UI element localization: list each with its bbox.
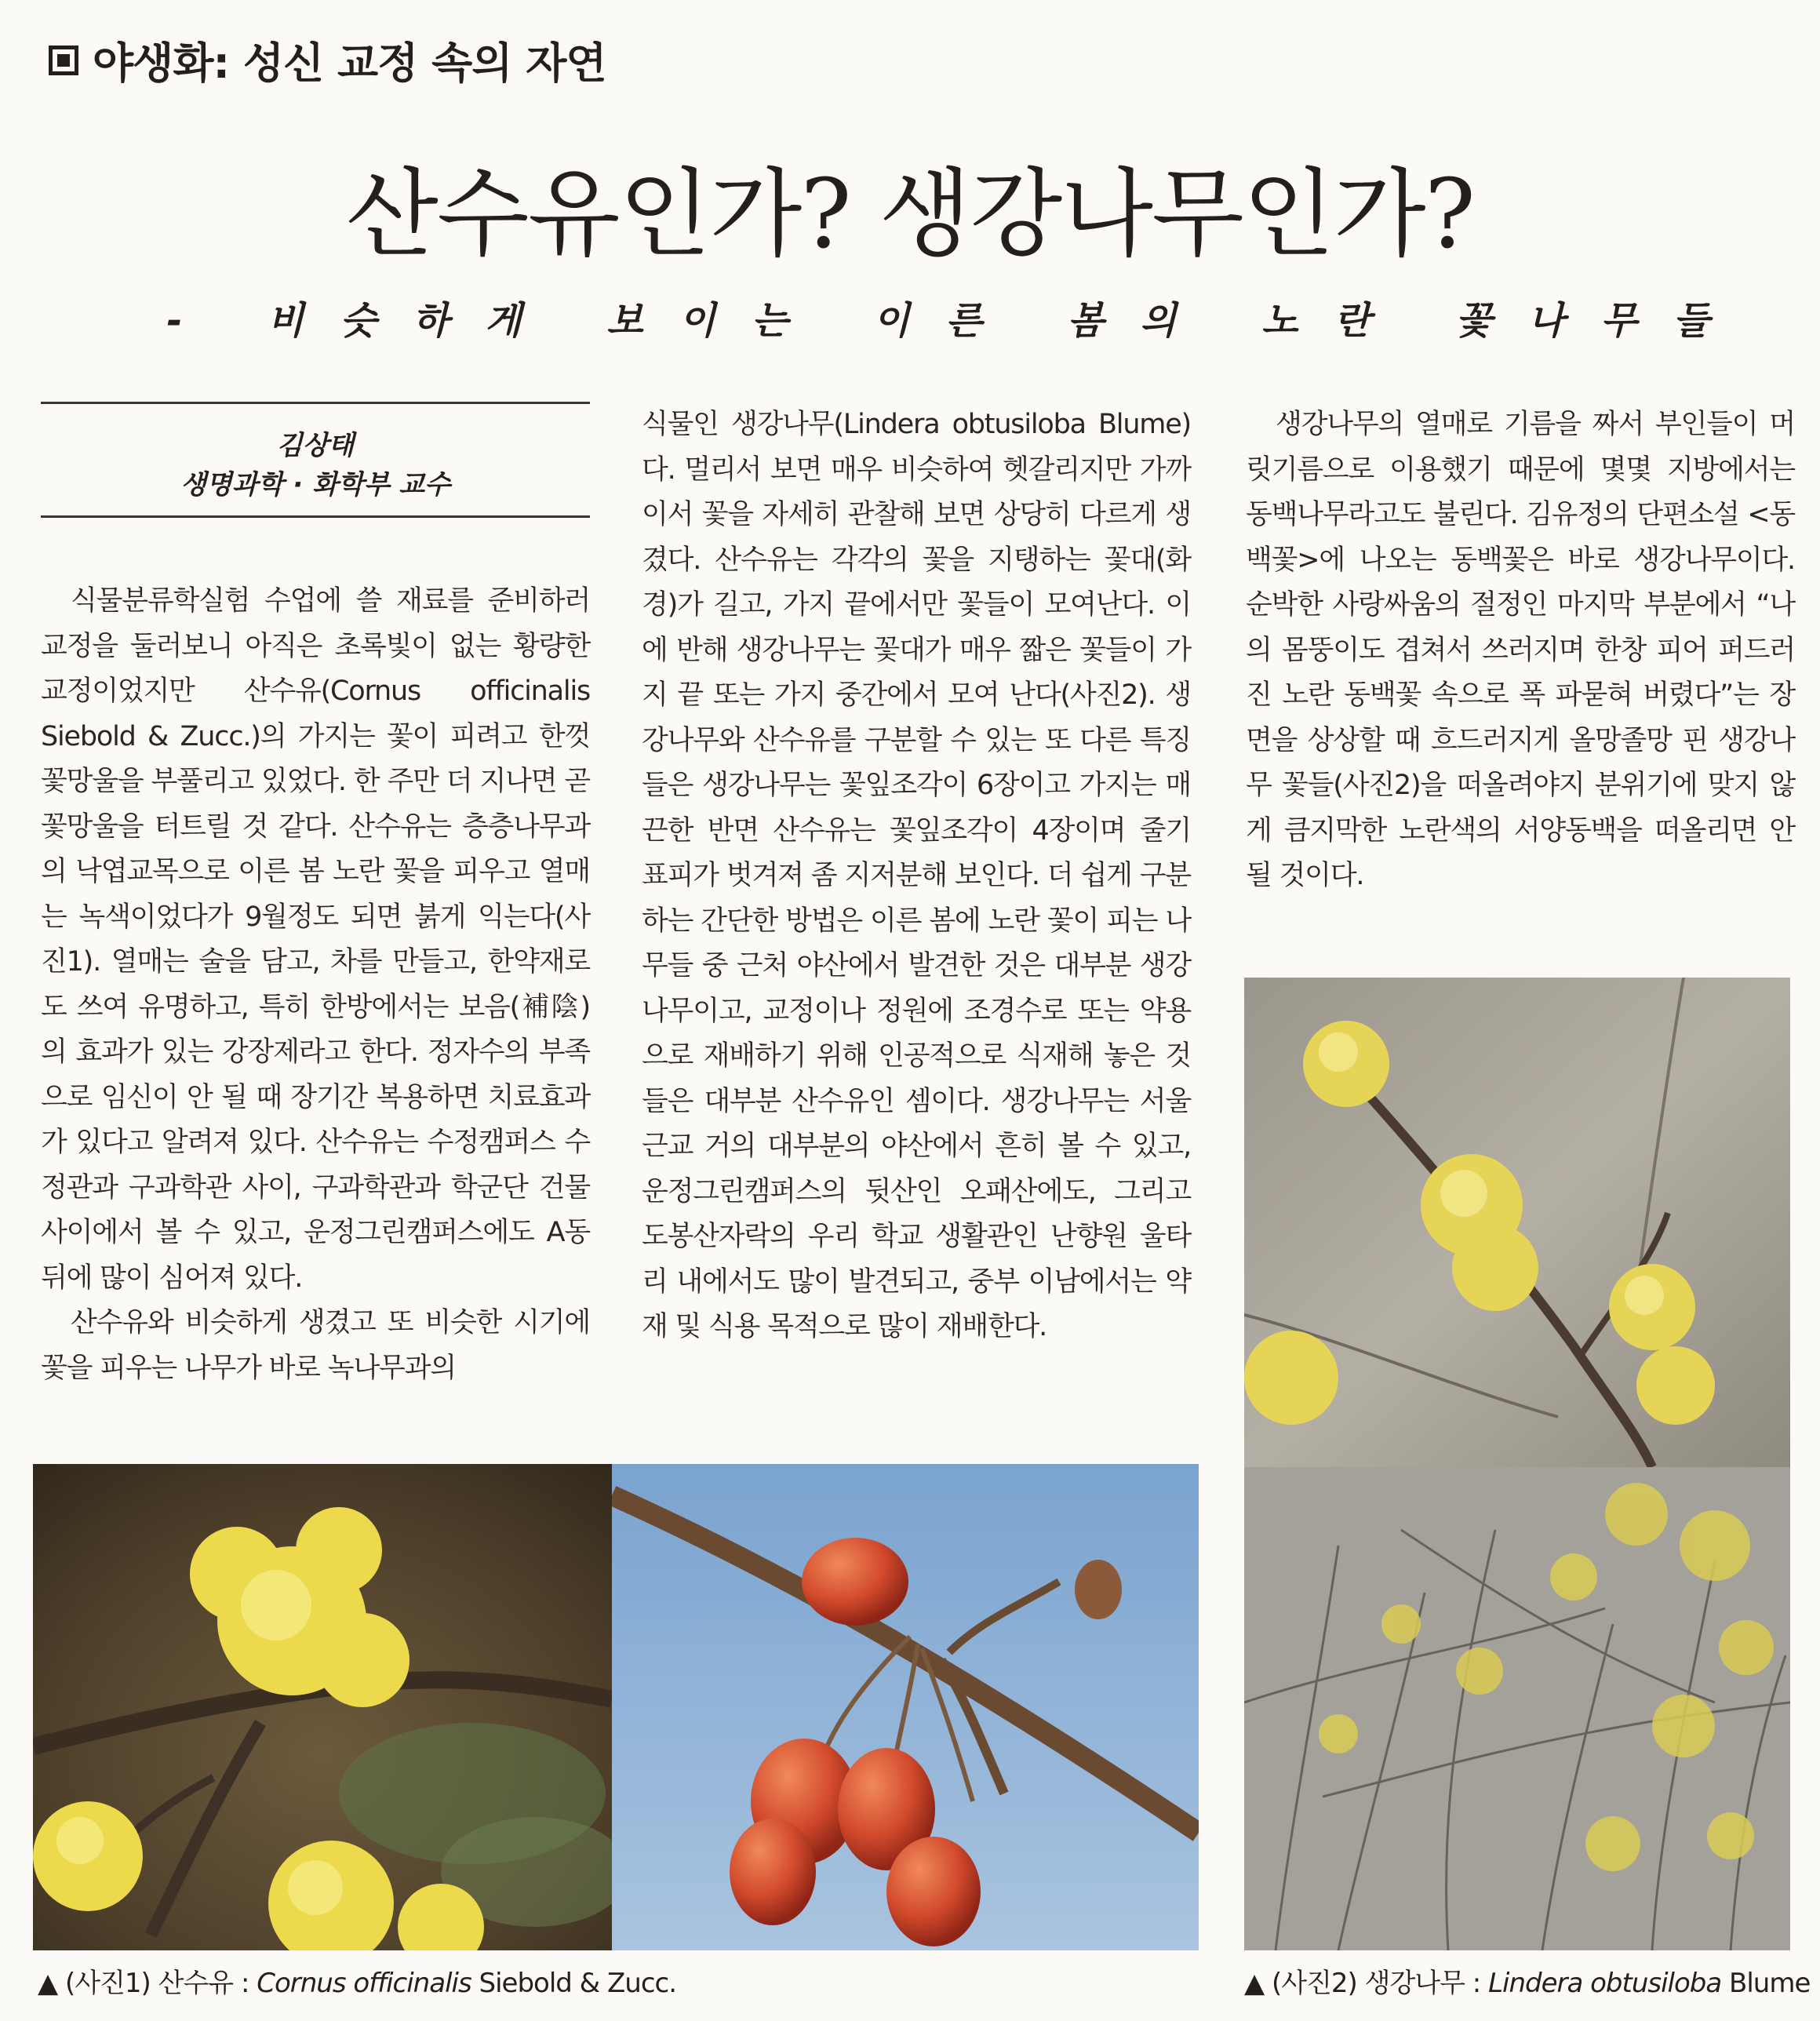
page-subtitle: - 비슷하게 보이는 이른 봄의 노란 꽃나무들 <box>166 299 1745 343</box>
author-top-rule <box>41 402 590 404</box>
page-title: 산수유인가? 생강나무인가? <box>346 158 1474 270</box>
photo-lindera-flowers <box>1244 978 1790 1467</box>
caption-authority: Blume <box>1721 1968 1811 1999</box>
article-column-1 <box>41 579 590 1391</box>
article-column-3 <box>1246 402 1795 899</box>
paragraph: 식물분류학실험 수업에 쓸 재료를 준비하러 교정을 둘러보니 아직은 초록빛이 없는 황량한 교정이었지만 산수유(Cornus officinalis Siebold & Zucc.)의 가지는 꽃이 피려고 한껏 꽃망울을 부풀리고 있었다. 한 주만 더 지나면 곧 꽃망울을 터트릴 것 같다. 산수유는 층층나무과의 낙엽교목으로 이른 봄 노란 꽃을 피우고 열매는 녹색이었다가 9월정도 되면 붉게 익는다(사진1). 열매는 술을 담고, 차를 만들고, 한약재로도 쓰여 유명하고, 특히 한방에서는 보음(補陰)의 효과가 있는 강장제라고 한다. 정자수의 부족으로 임신이 안 될 때 장기간 복용하면 치료효과가 있다고 알려져 있다. 산수유는 수정캠퍼스 수정관과 구과학관 사이, 구과학관과 학군단 건물 사이에서 볼 수 있고, 운정그린캠퍼스에도 A동 뒤에 많이 심어져 있다. <box>41 585 590 1294</box>
caption-scientific-name: Cornus officinalis <box>257 1968 471 1999</box>
section-label-text: 야생화: 성신 교정 속의 자연 <box>93 38 606 88</box>
article-column-2 <box>642 402 1191 1350</box>
photo-lindera-forest <box>1244 1467 1790 1950</box>
section-label <box>49 30 606 90</box>
photo2-caption <box>1244 1961 1810 2000</box>
photo-cornus-berries <box>612 1464 1199 1950</box>
paragraph: 식물인 생강나무(Lindera obtusiloba Blume)다. 멀리서 보면 매우 비슷하여 헷갈리지만 가까이서 꽃을 자세히 관찰해 보면 상당히 다르게 생겼다. 산수유는 각각의 꽃을 지탱하는 꽃대(화경)가 길고, 가지 끝에서만 꽃들이 모여난다. 이에 반해 생강나무는 꽃대가 매우 짧은 꽃들이 가지 끝 또는 가지 중간에서 모여 난다(사진2). 생강나무와 산수유를 구분할 수 있는 또 다른 특징들은 생강나무는 꽃잎조각이 6장이고 가지는 매끈한 반면 산수유는 꽃잎조각이 4장이며 줄기 표피가 벗겨져 좀 지저분해 보인다. 더 쉽게 구분하는 간단한 방법은 이른 봄에 노란 꽃이 피는 나무들 중 근처 야산에서 발견한 것은 대부분 생강나무이고, 교정이나 정원에 조경수로 또는 약용으로 재배하기 위해 인공적으로 식재해 놓은 것들은 대부분 산수유인 셈이다. 생강나무는 서울 근교 거의 대부분의 야산에서 흔히 볼 수 있고, 운정그린캠퍼스의 뒷산인 오패산에도, 그리고 도봉산자락의 우리 학교 생활관인 난향원 울타리 내에서도 많이 발견되고, 중부 이남에서는 약재 및 식용 목적으로 많이 재배한다. <box>642 409 1191 1342</box>
paragraph: 생강나무의 열매로 기름을 짜서 부인들이 머릿기름으로 이용했기 때문에 몇몇 지방에서는 동백나무라고도 불린다. 김유정의 단편소설 <동백꽃>에 나오는 동백꽃은 바로 생강나무이다. 순박한 사랑싸움의 절정인 마지막 부분에서 “나의 몸뚱이도 겹쳐서 쓰러지며 한창 피어 퍼드러진 노란 동백꽃 속으로 폭 파묻혀 버렸다”는 장면을 상상할 때 흐드러지게 올망졸망 핀 생강나무 꽃들(사진2)을 떠올려야지 분위기에 맞지 않게 큼지막한 노란색의 서양동백을 떠올리면 안 될 것이다. <box>1246 409 1795 891</box>
square-bullet-icon <box>49 46 78 75</box>
caption-prefix: ▲ (사진1) 산수유 : <box>38 1968 257 1999</box>
author-bottom-rule <box>41 515 590 518</box>
paragraph: 산수유와 비슷하게 생겼고 또 비슷한 시기에 꽃을 피우는 나무가 바로 녹나무과의 <box>41 1307 590 1384</box>
caption-scientific-name: Lindera obtusiloba <box>1488 1968 1722 1999</box>
caption-authority: Siebold & Zucc. <box>471 1968 677 1999</box>
caption-prefix: ▲ (사진2) 생강나무 : <box>1244 1968 1489 1999</box>
author-title: 생명과학 · 화학부 교수 <box>180 469 451 501</box>
photo1-caption <box>38 1961 676 2000</box>
photo-cornus-flowers <box>33 1464 612 1950</box>
author-name: 김상태 <box>276 430 355 461</box>
